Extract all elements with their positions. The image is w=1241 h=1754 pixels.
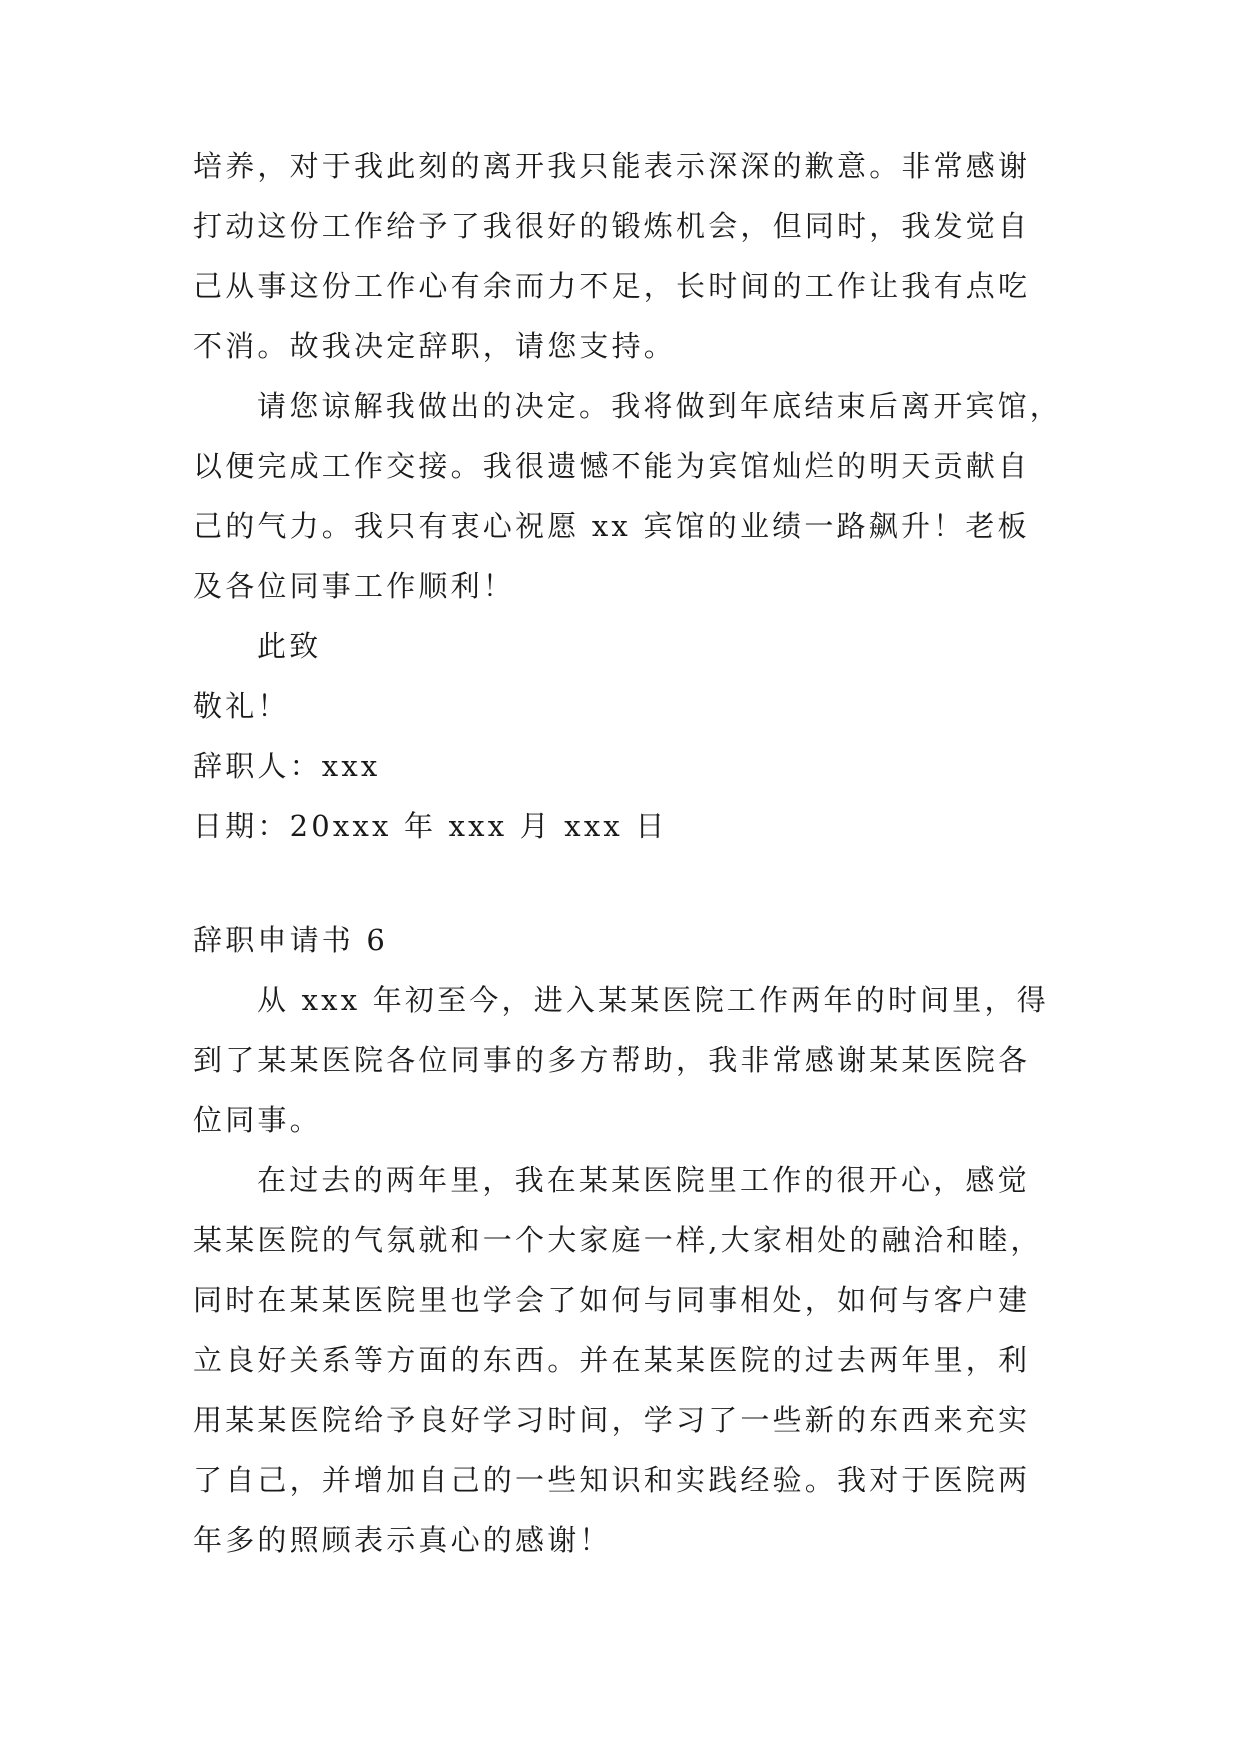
signer-line: 辞职人：xxx xyxy=(193,749,381,783)
body-line: 及各位同事工作顺利！ xyxy=(193,569,516,603)
salute-text: 敬礼！ xyxy=(193,689,290,723)
body-line: 位同事。 xyxy=(193,1103,322,1137)
body-line: 年多的照顾表示真心的感谢！ xyxy=(193,1523,612,1557)
date-line: 日期：20xxx 年 xxx 月 xxx 日 xyxy=(193,809,668,843)
body-line: 某某医院的气氛就和一个大家庭一样,大家相处的融洽和睦， xyxy=(193,1223,1043,1257)
body-line: 己的气力。我只有衷心祝愿 xx 宾馆的业绩一路飙升！老板 xyxy=(193,509,1030,543)
body-line: 了自己，并增加自己的一些知识和实践经验。我对于医院两 xyxy=(193,1463,1031,1497)
body-line: 以便完成工作交接。我很遗憾不能为宾馆灿烂的明天贡献自 xyxy=(193,449,1031,483)
body-line: 在过去的两年里，我在某某医院里工作的很开心，感觉 xyxy=(257,1163,1030,1197)
body-line: 请您谅解我做出的决定。我将做到年底结束后离开宾馆， xyxy=(257,389,1063,423)
body-line: 同时在某某医院里也学会了如何与同事相处，如何与客户建 xyxy=(193,1283,1031,1317)
body-line: 己从事这份工作心有余而力不足，长时间的工作让我有点吃 xyxy=(193,269,1031,303)
section-heading: 辞职申请书 6 xyxy=(193,923,389,957)
body-line: 用某某医院给予良好学习时间，学习了一些新的东西来充实 xyxy=(193,1403,1031,1437)
closing-text: 此致 xyxy=(257,629,322,663)
body-line: 不消。故我决定辞职，请您支持。 xyxy=(193,329,677,363)
body-line: 立良好关系等方面的东西。并在某某医院的过去两年里，利 xyxy=(193,1343,1031,1377)
body-line: 从 xxx 年初至今，进入某某医院工作两年的时间里，得 xyxy=(257,983,1049,1017)
body-line: 培养，对于我此刻的离开我只能表示深深的歉意。非常感谢 xyxy=(193,149,1031,183)
body-line: 打动这份工作给予了我很好的锻炼机会，但同时，我发觉自 xyxy=(193,209,1031,243)
body-line: 到了某某医院各位同事的多方帮助，我非常感谢某某医院各 xyxy=(193,1043,1031,1077)
